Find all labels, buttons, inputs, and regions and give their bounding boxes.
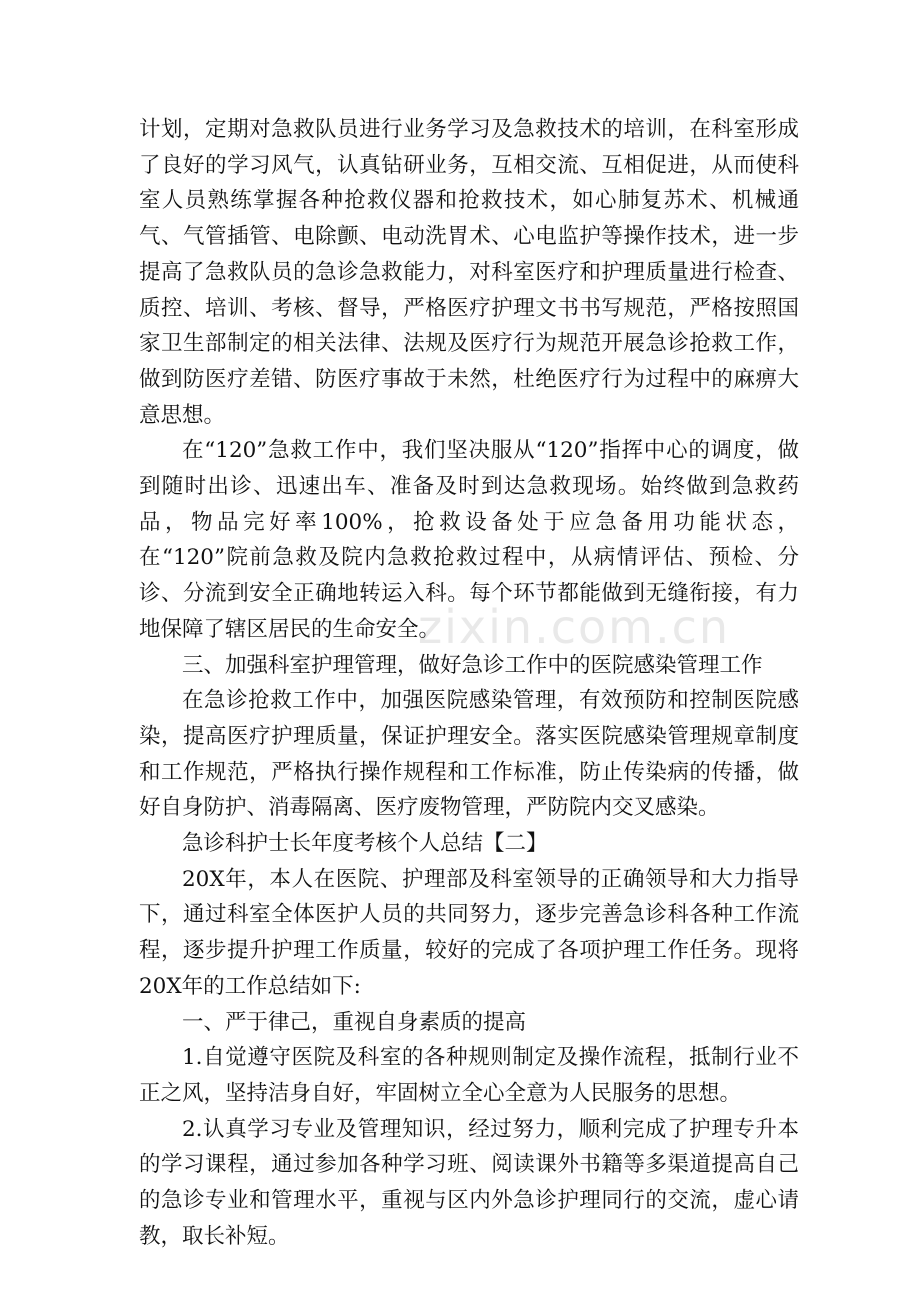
- paragraph-infection-control: 在急诊抢救工作中，加强医院感染管理，有效预防和控制医院感染，提高医疗护理质量，保证护理安全。落实医院感染管理规章制度和工作规范，严格执行操作规程和工作标准，防止传染病的传播，做好自身防护、消毒隔离、医疗废物管理，严防院内交叉感染。: [139, 688, 799, 821]
- list-item-1: 1.自觉遵守医院及科室的各种规则制定及操作流程，抵制行业不正之风，坚持洁身自好，牢固树立全心全意为人民服务的思想。: [139, 1045, 799, 1106]
- paragraph-120-emergency: 在“120”急救工作中，我们坚决服从“120”指挥中心的调度，做到随时出诊、迅速出车、准备及时到达急救现场。始终做到急救药品，物品完好率100%，抢救设备处于应急备用功能状态，在“120”院前急救及院内急救抢救过程中，从病情评估、预检、分诊、分流到安全正确地转运入科。每个环节都能做到无缝衔接，有力地保障了辖区居民的生命安全。: [139, 438, 799, 642]
- document-body: [139, 112, 799, 1255]
- document-subtitle: 急诊科护士长年度考核个人总结【二】: [182, 831, 548, 857]
- paragraph-continuation: 计划，定期对急救队员进行业务学习及急救技术的培训，在科室形成了良好的学习风气，认真钻研业务，互相交流、互相促进，从而使科室人员熟练掌握各种抢救仪器和抢救技术，如心肺复苏术、机械通气、气管插管、电除颤、电动洗胃术、心电监护等操作技术，进一步提高了急救队员的急诊急救能力，对科室医疗和护理质量进行检查、质控、培训、考核、督导，严格医疗护理文书书写规范，严格按照国家卫生部制定的相关法律、法规及医疗行为规范开展急诊抢救工作，做到防医疗差错、防医疗事故于未然，杜绝医疗行为过程中的麻痹大意思想。: [139, 117, 799, 428]
- list-item-2: 2.认真学习专业及管理知识，经过努力，顺利完成了护理专升本的学习课程，通过参加各种学习班、阅读课外书籍等多渠道提高自己的急诊专业和管理水平，重视与区内外急诊护理同行的交流，虚心请教，取长补短。: [139, 1116, 799, 1249]
- section-heading-1: 一、严于律己，重视自身素质的提高: [182, 1009, 527, 1035]
- section-heading-3: 三、加强科室护理管理，做好急诊工作中的医院感染管理工作: [182, 652, 763, 678]
- paragraph-annual-intro: 20X年，本人在医院、护理部及科室领导的正确领导和大力指导下，通过科室全体医护人员的共同努力，逐步完善急诊科各种工作流程，逐步提升护理工作质量，较好的完成了各项护理工作任务。现将20X年的工作总结如下:: [139, 866, 799, 999]
- watermark-text: zixin.com.cn: [418, 600, 731, 654]
